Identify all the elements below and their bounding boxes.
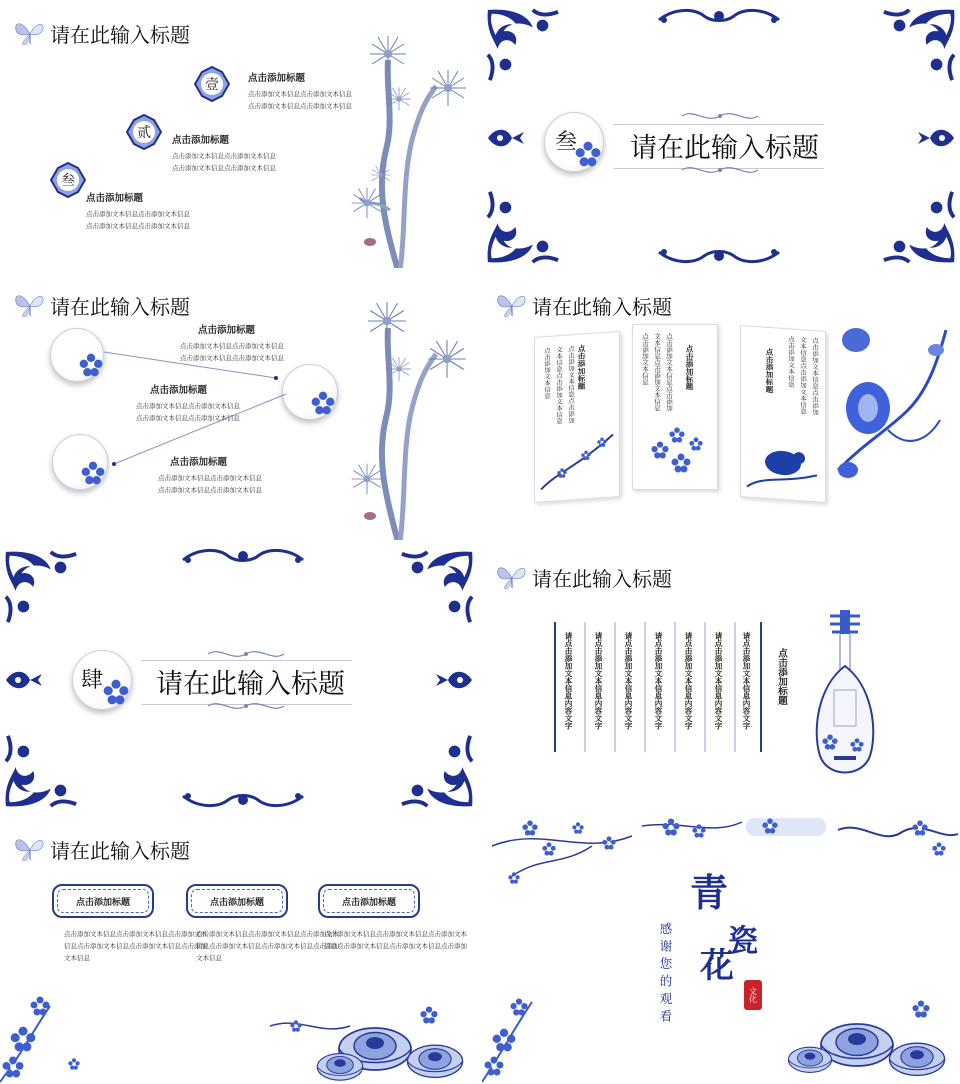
flower-illustration	[641, 417, 711, 483]
card-title: 点击添加标题	[209, 897, 264, 908]
text-column: 请点击添加文本信息内容文字	[714, 632, 723, 730]
item-title: 点击添加标题	[198, 325, 256, 336]
section-number: 叁	[555, 130, 578, 155]
card-title: 点击添加标题	[341, 897, 396, 908]
flourish-icon	[680, 162, 760, 178]
item-line: 点击添加文本信息点击添加文本信息	[180, 354, 284, 362]
corner-ornament-icon	[398, 732, 476, 810]
divider	[142, 660, 352, 661]
scroll-ornament-icon	[178, 546, 308, 566]
column-border	[614, 622, 616, 752]
section-title: 请在此输入标题	[156, 669, 345, 700]
item-line: 点击添加文本信息点击添加文本信息	[172, 152, 276, 160]
porcelain-plate	[72, 650, 132, 710]
side-ornament-icon	[434, 668, 474, 692]
panel-title: 点击添加标题	[765, 347, 774, 394]
peony-illustration	[270, 996, 478, 1084]
slide-6[interactable]	[482, 544, 960, 812]
pipa-instrument-illustration	[810, 606, 880, 780]
header-title: 请在此输入标题	[50, 294, 190, 319]
item-line: 点击添加文本信息点击添加文本信息	[172, 164, 276, 172]
header-title: 请在此输入标题	[50, 838, 190, 863]
corner-ornament-icon	[398, 548, 476, 626]
item-title: 点击添加标题	[248, 73, 306, 84]
text-column: 请点击添加文本信息内容文字	[742, 632, 751, 730]
section-title: 请在此输入标题	[630, 133, 819, 164]
panel-title: 点击添加标题	[577, 344, 586, 390]
slide-2[interactable]	[482, 0, 960, 268]
item-line: 点击添加文本信息点击添加文本信息	[136, 414, 240, 422]
flourish-icon	[206, 698, 286, 714]
slide-3[interactable]	[0, 272, 478, 540]
panel-text: 点击添加文本信息点击添加文本信息点击添加文本信息点击添加文本信息	[543, 345, 575, 425]
header-title: 请在此输入标题	[532, 294, 672, 319]
column-border	[644, 622, 646, 752]
header-title: 请在此输入标题	[50, 22, 190, 47]
column-border	[704, 622, 706, 752]
item-text-block	[172, 132, 276, 174]
card-title: 点击添加标题	[75, 897, 130, 908]
item-line: 点击添加文本信息点击添加文本信息	[86, 222, 190, 230]
item-text-block	[158, 454, 262, 496]
card-line: 文本信息	[196, 954, 222, 962]
corner-ornament-icon	[880, 188, 958, 266]
blossom-icon	[575, 141, 601, 167]
number-badge: 贰	[126, 114, 162, 150]
item-line: 点击添加文本信息点击添加文本信息	[180, 342, 284, 350]
item-line: 点击添加文本信息点击添加文本信息	[136, 402, 240, 410]
item-text-block	[248, 70, 352, 112]
card-line: 点击添加文本信息点击添加文本信息点击添加文本	[64, 930, 207, 938]
item-title: 点击添加标题	[86, 193, 144, 204]
corner-ornament-icon	[484, 6, 562, 84]
slide-header	[494, 290, 672, 320]
card-text	[196, 928, 339, 964]
blossom-icon	[68, 1058, 80, 1070]
card-text	[64, 928, 207, 964]
side-ornament-icon	[486, 126, 526, 150]
flower-branch-illustration	[0, 986, 60, 1084]
text-column: 请点击添加文本信息内容文字	[684, 632, 693, 730]
divider	[614, 124, 824, 125]
slide-header	[12, 18, 190, 48]
tree-illustration	[346, 298, 476, 540]
card-line: 文本信息	[64, 954, 90, 962]
corner-ornament-icon	[484, 188, 562, 266]
porcelain-panel	[534, 331, 620, 503]
text-column: 请点击添加文本信息内容文字	[564, 632, 573, 730]
panel-text: 点击添加文本信息点击添加文本信息点击添加文本信息点击添加文本信息	[641, 333, 673, 411]
column-border	[760, 622, 762, 752]
butterfly-icon	[494, 562, 530, 592]
panel-text: 点击添加文本信息点击添加文本信息点击添加文本信息点击添加文本信息	[787, 335, 819, 416]
butterfly-icon	[12, 834, 48, 864]
card-line: 信息点击添加文本信息点击添加文本信息点击添加	[196, 942, 339, 950]
flourish-icon	[680, 108, 760, 124]
side-ornament-icon	[916, 126, 956, 150]
item-line: 点击添加文本信息点击添加文本信息	[158, 474, 262, 482]
card-title-frame	[318, 884, 420, 918]
card-text	[324, 928, 467, 952]
closing-title-char: 瓷	[728, 924, 758, 959]
slide-4[interactable]	[482, 272, 960, 540]
blossom-icon	[103, 679, 129, 705]
item-line: 点击添加文本信息点击添加文本信息	[86, 210, 190, 218]
scroll-ornament-icon	[178, 790, 308, 810]
slide-5[interactable]	[0, 544, 478, 812]
thanks-text: 感谢您的观看	[658, 922, 673, 1027]
item-title: 点击添加标题	[170, 457, 228, 468]
porcelain-plate	[544, 112, 604, 172]
text-column: 请点击添加文本信息内容文字	[654, 632, 663, 730]
panel-title: 点击添加标题	[685, 345, 694, 390]
red-seal: 文化	[744, 980, 762, 1010]
corner-ornament-icon	[2, 548, 80, 626]
card-line: 点击添加文本信息点击添加文本信息点击添加文本	[324, 930, 467, 938]
slide-header	[12, 290, 190, 320]
branch-illustration	[537, 424, 615, 495]
slide-7[interactable]	[0, 816, 478, 1084]
text-column: 请点击添加文本信息内容文字	[594, 632, 603, 730]
card-line: 信息点击添加文本信息点击添加文本信息点击添加	[64, 942, 207, 950]
text-column: 请点击添加文本信息内容文字	[624, 632, 633, 730]
item-line: 点击添加文本信息点击添加文本信息	[248, 90, 352, 98]
column-border	[584, 622, 586, 752]
porcelain-panel	[632, 324, 718, 490]
slide-1[interactable]	[0, 0, 478, 268]
butterfly-icon	[12, 290, 48, 320]
item-text-block	[180, 322, 284, 364]
slide-header	[494, 562, 672, 592]
section-number: 肆	[81, 668, 104, 693]
item-title: 点击添加标题	[150, 385, 208, 396]
porcelain-panel	[740, 325, 826, 503]
header-title: 请在此输入标题	[532, 566, 672, 591]
butterfly-icon	[494, 290, 530, 320]
blossom-icon	[311, 391, 335, 415]
closing-title-char: 青	[690, 871, 729, 915]
item-text-block	[86, 190, 190, 232]
scroll-ornament-icon	[654, 246, 784, 266]
butterfly-icon	[12, 18, 48, 48]
vine-flower-illustration	[828, 320, 954, 496]
item-text-block	[136, 382, 240, 424]
column-border	[674, 622, 676, 752]
slide-8[interactable]	[482, 816, 960, 1084]
side-title: 点击添加标题	[776, 648, 787, 705]
number-badge: 叁	[50, 162, 86, 198]
item-line: 点击添加文本信息点击添加文本信息	[248, 102, 352, 110]
bird-illustration	[743, 430, 821, 495]
column-border	[734, 622, 736, 752]
card-line: 点击添加文本信息点击添加文本信息点击添加文本	[196, 930, 339, 938]
tree-illustration	[346, 30, 476, 268]
flower-branch-illustration	[482, 992, 542, 1084]
porcelain-plate	[50, 328, 104, 382]
side-ornament-icon	[4, 668, 44, 692]
card-line: 信息点击添加文本信息点击添加文本信息点击添加	[324, 942, 467, 950]
item-title: 点击添加标题	[172, 135, 230, 146]
porcelain-plate	[282, 364, 338, 420]
peony-illustration	[762, 988, 960, 1084]
number-badge: 壹	[194, 66, 230, 102]
corner-ornament-icon	[880, 6, 958, 84]
slide-header	[12, 834, 190, 864]
scroll-ornament-icon	[654, 6, 784, 26]
card-title-frame	[186, 884, 288, 918]
item-line: 点击添加文本信息点击添加文本信息	[158, 486, 262, 494]
card-title-frame	[52, 884, 154, 918]
corner-ornament-icon	[2, 732, 80, 810]
closing-title-char: 花	[700, 946, 734, 986]
column-border	[554, 622, 556, 752]
